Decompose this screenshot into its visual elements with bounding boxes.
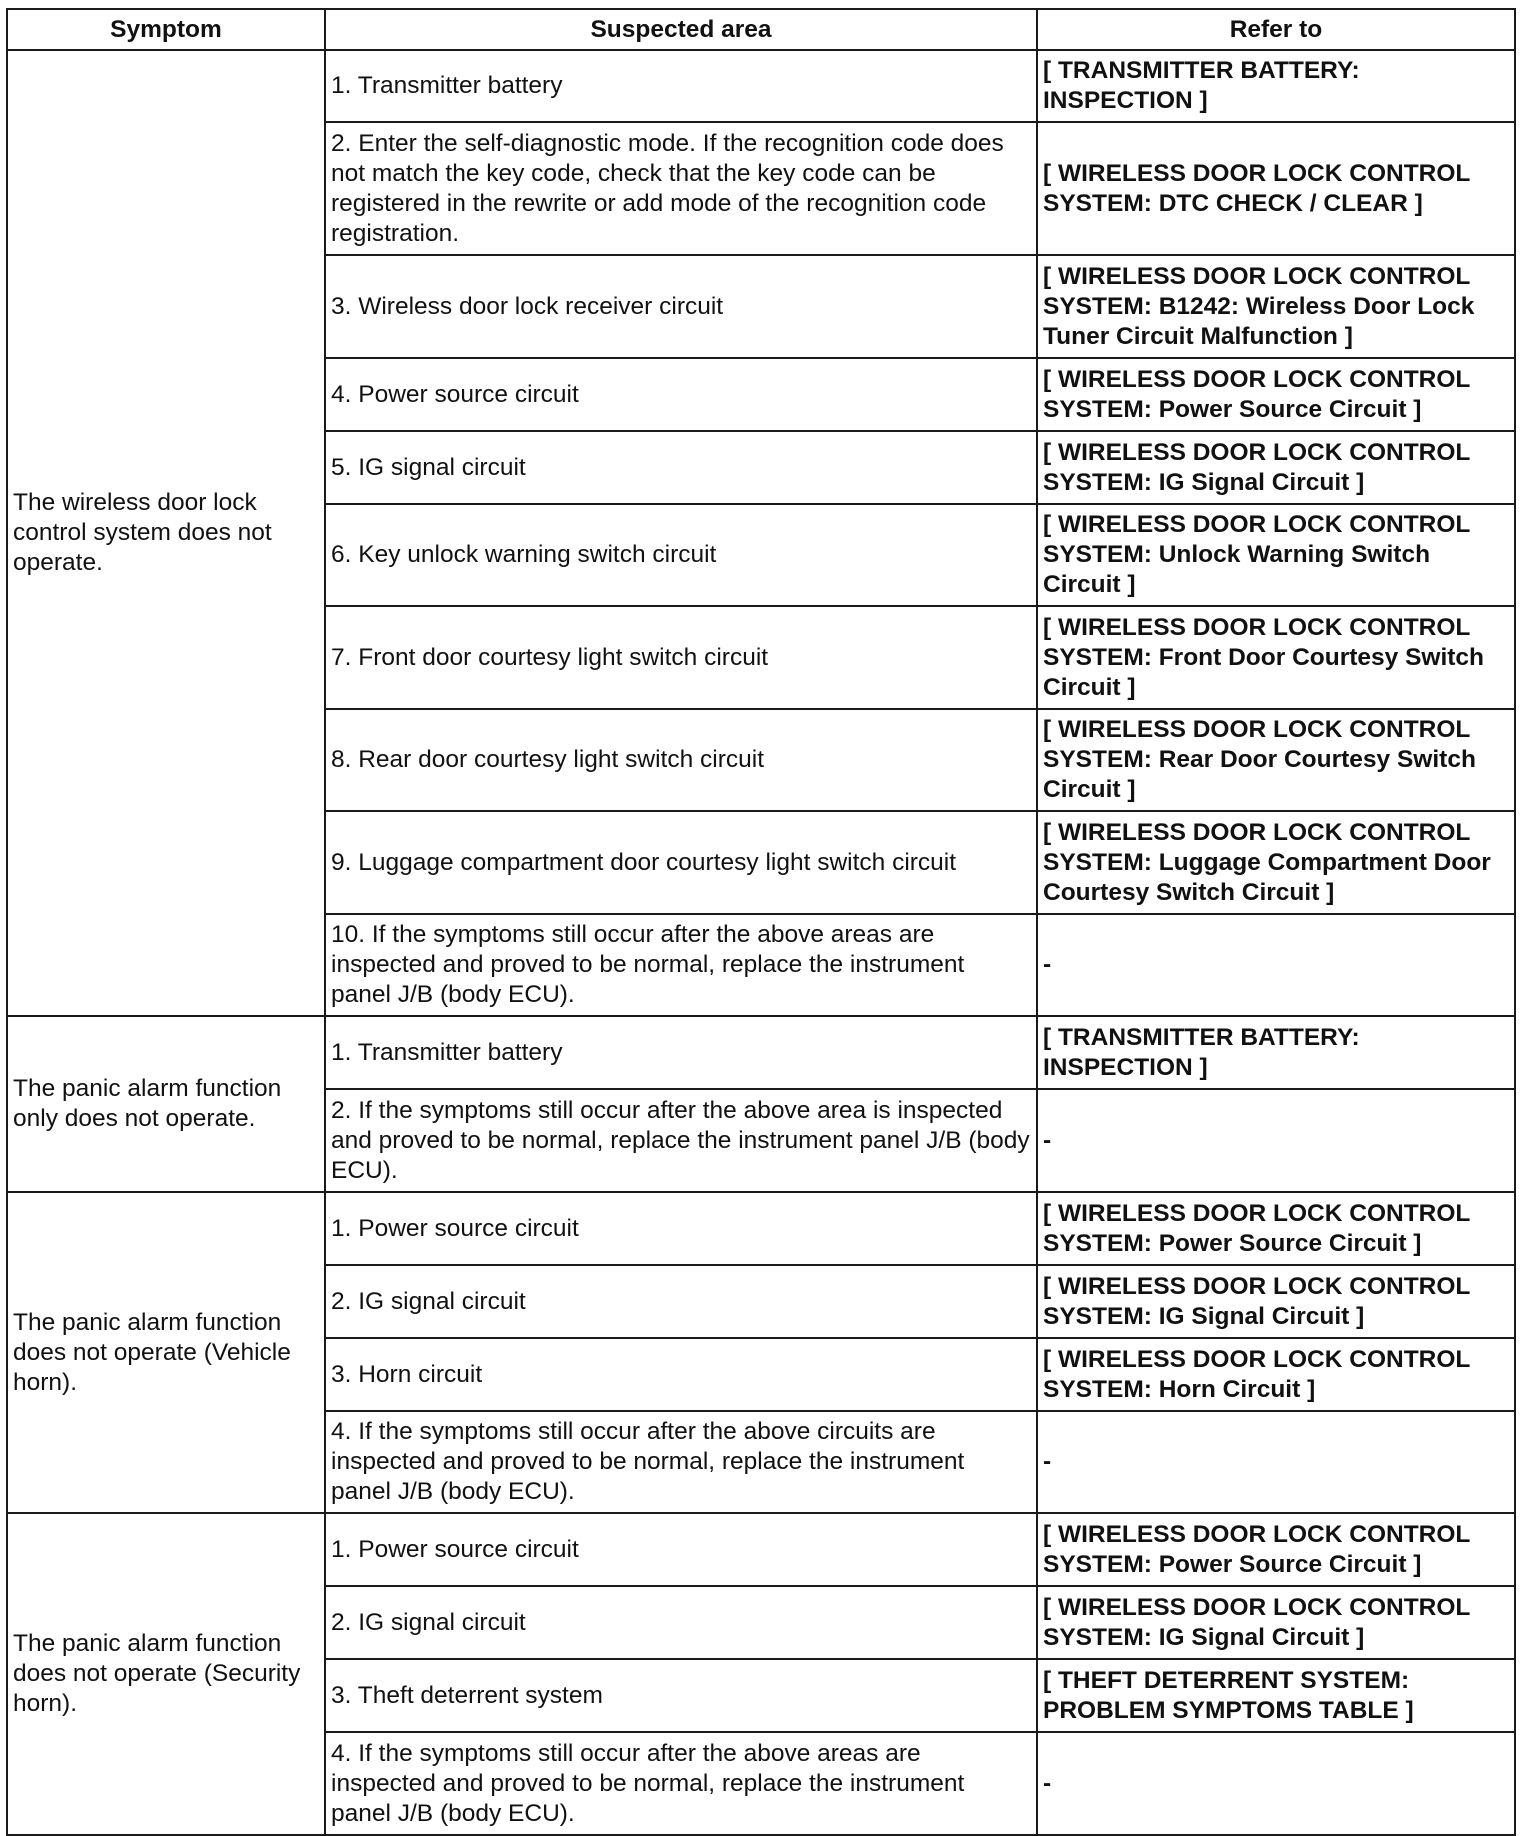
refer-to-link: - [1037,1089,1515,1192]
refer-to-link[interactable]: [ WIRELESS DOOR LOCK CONTROL SYSTEM: Unlock Warning Switch Circuit ] [1037,504,1515,606]
suspected-area-cell: 6. Key unlock warning switch circuit [325,504,1037,606]
refer-to-link[interactable]: [ WIRELESS DOOR LOCK CONTROL SYSTEM: Rear Door Courtesy Switch Circuit ] [1037,709,1515,811]
refer-to-link[interactable]: [ WIRELESS DOOR LOCK CONTROL SYSTEM: Horn Circuit ] [1037,1338,1515,1411]
symptom-cell: The panic alarm function only does not operate. [7,1016,325,1192]
suspected-area-cell: 4. If the symptoms still occur after the above areas are inspected and proved to be normal, replace the instrument panel J/B (body ECU). [325,1732,1037,1835]
table-body [7,50,1515,1835]
symptom-cell: The panic alarm function does not operate (Security horn). [7,1513,325,1835]
refer-to-link[interactable]: [ WIRELESS DOOR LOCK CONTROL SYSTEM: Power Source Circuit ] [1037,358,1515,431]
suspected-area-cell: 5. IG signal circuit [325,431,1037,504]
refer-to-link[interactable]: [ WIRELESS DOOR LOCK CONTROL SYSTEM: Power Source Circuit ] [1037,1192,1515,1265]
refer-to-link: - [1037,1732,1515,1835]
suspected-area-cell: 3. Wireless door lock receiver circuit [325,255,1037,358]
table-row [7,1016,1515,1089]
refer-to-link[interactable]: [ WIRELESS DOOR LOCK CONTROL SYSTEM: B1242: Wireless Door Lock Tuner Circuit Malfunction ] [1037,255,1515,358]
refer-to-link[interactable]: [ WIRELESS DOOR LOCK CONTROL SYSTEM: Power Source Circuit ] [1037,1513,1515,1586]
header-suspected-area: Suspected area [325,9,1037,50]
refer-to-link[interactable]: [ TRANSMITTER BATTERY: INSPECTION ] [1037,1016,1515,1089]
suspected-area-cell: 10. If the symptoms still occur after the above areas are inspected and proved to be normal, replace the instrument panel J/B (body ECU). [325,914,1037,1016]
refer-to-link[interactable]: [ WIRELESS DOOR LOCK CONTROL SYSTEM: IG Signal Circuit ] [1037,431,1515,504]
suspected-area-cell: 3. Theft deterrent system [325,1659,1037,1732]
symptom-cell: The wireless door lock control system does not operate. [7,50,325,1016]
table-header-row [7,9,1515,50]
suspected-area-cell: 2. IG signal circuit [325,1586,1037,1659]
refer-to-link: - [1037,1411,1515,1513]
refer-to-link[interactable]: [ THEFT DETERRENT SYSTEM: PROBLEM SYMPTOMS TABLE ] [1037,1659,1515,1732]
header-refer-to: Refer to [1037,9,1515,50]
refer-to-link[interactable]: [ WIRELESS DOOR LOCK CONTROL SYSTEM: Front Door Courtesy Switch Circuit ] [1037,606,1515,709]
refer-to-link[interactable]: [ WIRELESS DOOR LOCK CONTROL SYSTEM: IG Signal Circuit ] [1037,1265,1515,1338]
problem-symptoms-table [6,8,1516,1836]
suspected-area-cell: 4. If the symptoms still occur after the above circuits are inspected and proved to be normal, replace the instrument panel J/B (body ECU). [325,1411,1037,1513]
table-row [7,1513,1515,1586]
refer-to-link[interactable]: [ WIRELESS DOOR LOCK CONTROL SYSTEM: Luggage Compartment Door Courtesy Switch Circuit ] [1037,811,1515,914]
refer-to-link: - [1037,914,1515,1016]
suspected-area-cell: 1. Transmitter battery [325,50,1037,122]
suspected-area-cell: 2. Enter the self-diagnostic mode. If the recognition code does not match the key code, check that the key code can be registered in the rewrite or add mode of the recognition code registration. [325,122,1037,255]
refer-to-link[interactable]: [ WIRELESS DOOR LOCK CONTROL SYSTEM: IG Signal Circuit ] [1037,1586,1515,1659]
suspected-area-cell: 1. Transmitter battery [325,1016,1037,1089]
refer-to-link[interactable]: [ TRANSMITTER BATTERY: INSPECTION ] [1037,50,1515,122]
header-symptom: Symptom [7,9,325,50]
suspected-area-cell: 2. IG signal circuit [325,1265,1037,1338]
suspected-area-cell: 9. Luggage compartment door courtesy light switch circuit [325,811,1037,914]
symptom-cell: The panic alarm function does not operate (Vehicle horn). [7,1192,325,1513]
refer-to-link[interactable]: [ WIRELESS DOOR LOCK CONTROL SYSTEM: DTC CHECK / CLEAR ] [1037,122,1515,255]
suspected-area-cell: 4. Power source circuit [325,358,1037,431]
table-row [7,1192,1515,1265]
suspected-area-cell: 8. Rear door courtesy light switch circuit [325,709,1037,811]
suspected-area-cell: 7. Front door courtesy light switch circuit [325,606,1037,709]
suspected-area-cell: 1. Power source circuit [325,1513,1037,1586]
suspected-area-cell: 1. Power source circuit [325,1192,1037,1265]
table-row [7,50,1515,122]
suspected-area-cell: 3. Horn circuit [325,1338,1037,1411]
suspected-area-cell: 2. If the symptoms still occur after the above area is inspected and proved to be normal, replace the instrument panel J/B (body ECU). [325,1089,1037,1192]
